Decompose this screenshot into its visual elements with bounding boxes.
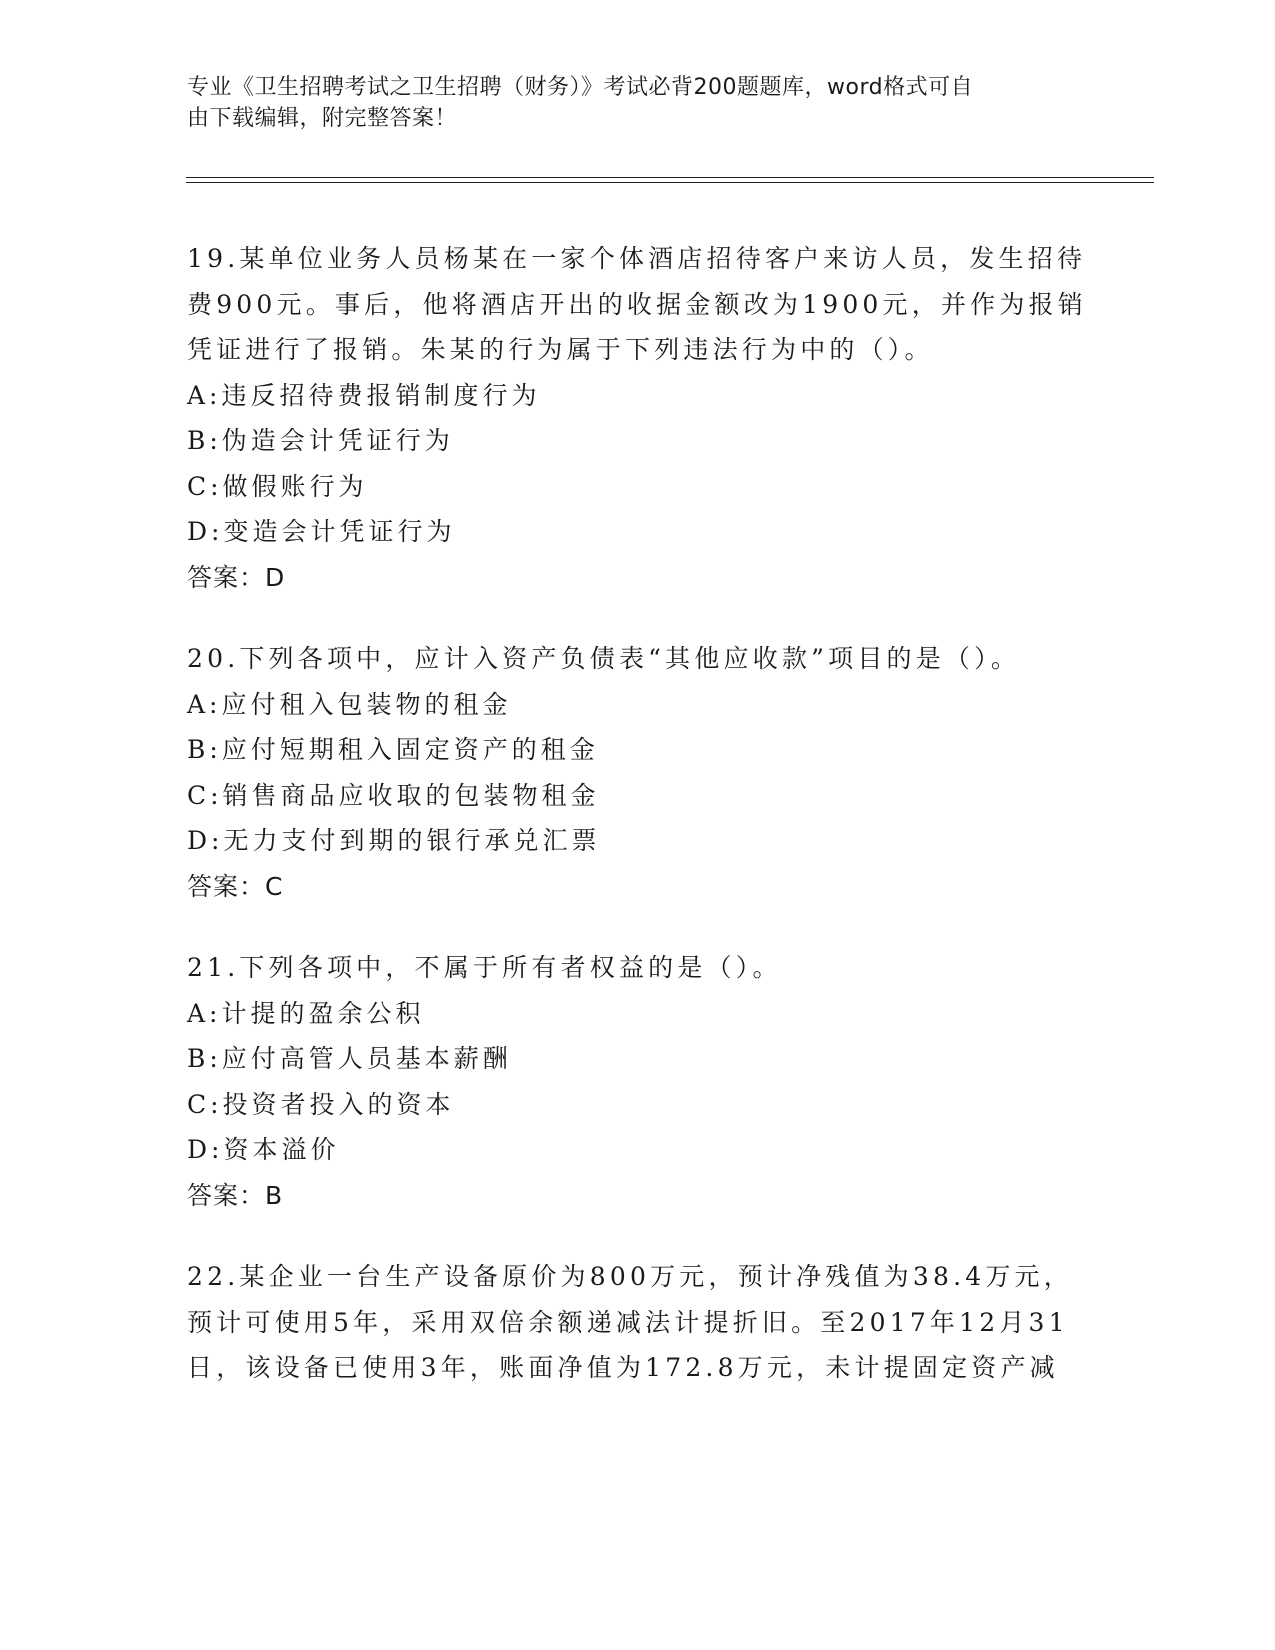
question-text — [187, 1254, 1087, 1391]
question-line: 凭证进行了报销。朱某的行为属于下列违法行为中的（）。 — [187, 335, 934, 364]
question-line: 20.下列各项中，应计入资产负债表“其他应收款”项目的是（）。 — [187, 644, 1021, 673]
question-text — [187, 945, 1087, 991]
option-d: D:资本溢价 — [187, 1135, 340, 1164]
question-line: 21.下列各项中，不属于所有者权益的是（）。 — [187, 953, 782, 982]
option-d: D:无力支付到期的银行承兑汇票 — [187, 826, 601, 855]
question-22 — [187, 1254, 1087, 1391]
option-c: C:销售商品应收取的包装物租金 — [187, 780, 600, 810]
document-header — [187, 72, 1067, 134]
question-text — [187, 236, 1087, 373]
option-b: B:应付短期租入固定资产的租金 — [187, 735, 599, 764]
questions-list — [187, 236, 1087, 1427]
question-line: 费900元。事后，他将酒店开出的收据金额改为1900元，并作为报销 — [187, 289, 1087, 319]
option-b: B:伪造会计凭证行为 — [187, 426, 454, 455]
answer-label: 答案：D — [187, 562, 286, 592]
option-d: D:变造会计凭证行为 — [187, 517, 456, 546]
question-19 — [187, 236, 1087, 600]
header-line-2: 由下载编辑，附完整答案！ — [187, 106, 458, 131]
option-a: A:计提的盈余公积 — [187, 998, 425, 1028]
question-line: 19.某单位业务人员杨某在一家个体酒店招待客户来访人员，发生招待 — [187, 244, 1087, 273]
question-21 — [187, 945, 1087, 1218]
option-a: A:应付租入包装物的租金 — [187, 689, 512, 719]
option-c: C:投资者投入的资本 — [187, 1089, 455, 1119]
header-divider-bottom — [186, 182, 1154, 183]
option-b: B:应付高管人员基本薪酬 — [187, 1044, 512, 1073]
option-a: A:违反招待费报销制度行为 — [187, 380, 541, 410]
option-c: C:做假账行为 — [187, 471, 368, 501]
answer-label: 答案：C — [187, 871, 284, 901]
question-20 — [187, 636, 1087, 909]
question-line: 22.某企业一台生产设备原价为800万元，预计净残值为38.4万元， — [187, 1262, 1073, 1291]
answer-label: 答案：B — [187, 1180, 284, 1210]
header-line-1: 专业《卫生招聘考试之卫生招聘（财务）》考试必背200题题库，word格式可自 — [187, 75, 974, 100]
header-divider-top — [186, 177, 1154, 178]
question-line: 日，该设备已使用3年，账面净值为172.8万元，未计提固定资产减 — [187, 1353, 1059, 1382]
question-text — [187, 636, 1087, 682]
question-line: 预计可使用5年，采用双倍余额递减法计提折旧。至2017年12月31 — [187, 1307, 1069, 1337]
